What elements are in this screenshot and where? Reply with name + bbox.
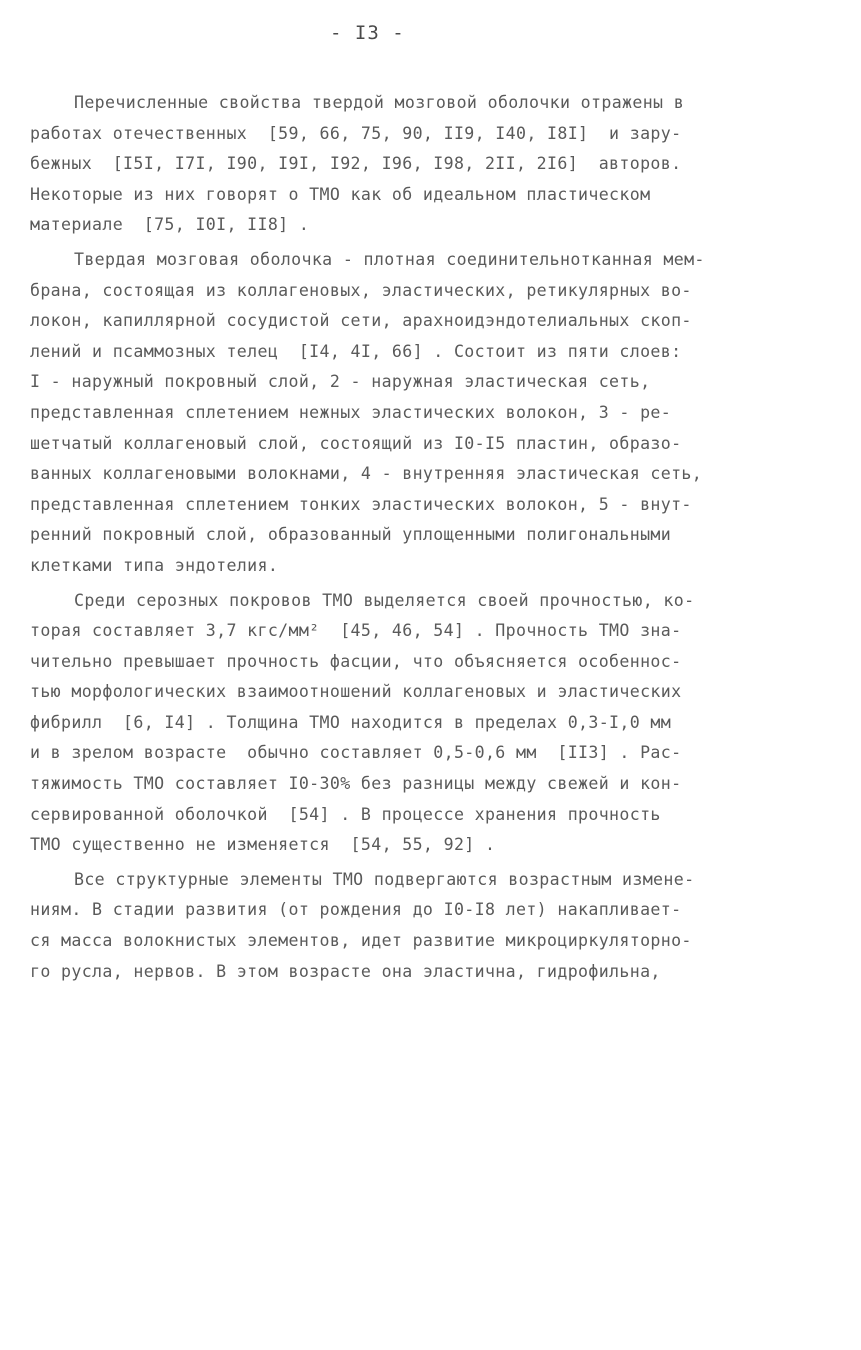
page-number: - I3 -: [330, 22, 405, 44]
text-line: ванных коллагеновыми волокнами, 4 - внутренняя эластическая сеть,: [30, 464, 703, 484]
text-line: Перечисленные свойства твердой мозговой оболочки отражены в: [74, 93, 685, 112]
text-line: локон, капиллярной сосудистой сети, арахноидэндотелиальных скоп-: [30, 311, 692, 331]
text-line: работах отечественных [59, 66, 75, 90, II9, I40, I8I] и зару-: [30, 123, 682, 143]
text-line: торая составляет 3,7 кгс/мм² [45, 46, 54] . Прочность ТМО зна-: [30, 621, 682, 641]
text-line: клетками типа эндотелия.: [30, 555, 279, 575]
text-line: материале [75, I0I, II8] .: [30, 215, 310, 235]
text-line: ТМО существенно не изменяется [54, 55, 92] .: [30, 835, 496, 855]
text-line: тью морфологических взаимоотношений коллагеновых и эластических: [30, 682, 682, 702]
text-line: чительно превышает прочность фасции, что объясняется особеннос-: [30, 651, 682, 671]
text-line: Все структурные элементы ТМО подвергаются возрастным измене-: [74, 869, 695, 889]
text-line: представленная сплетением нежных эластических волокон, 3 - ре-: [30, 402, 672, 422]
text-line: ся масса волокнистых элементов, идет развитие микроциркуляторно-: [30, 931, 692, 951]
text-line: тяжимость ТМО составляет I0-30% без разницы между свежей и кон-: [30, 774, 682, 794]
text-line: го русла, нервов. В этом возрасте она эластична, гидрофильна,: [30, 961, 661, 981]
text-line: лений и псаммозных телец [I4, 4I, 66] . Состоит из пяти слоев:: [30, 341, 682, 361]
text-line: бежных [I5I, I7I, I90, I9I, I92, I96, I98, 2II, 2I6] авторов.: [30, 154, 682, 174]
text-line: Некоторые из них говорят о ТМО как об идеальном пластическом: [30, 184, 651, 204]
text-line: брана, состоящая из коллагеновых, эластических, ретикулярных во-: [30, 280, 692, 300]
text-line: ренний покровный слой, образованный уплощенными полигональными: [30, 525, 672, 545]
text-line: представленная сплетением тонких эластических волокон, 5 - внут-: [30, 494, 692, 514]
text-line: и в зрелом возрасте обычно составляет 0,5-0,6 мм [II3] . Рас-: [30, 743, 682, 763]
body-text: [30, 88, 840, 987]
text-line: Среди серозных покровов ТМО выделяется своей прочностью, ко-: [74, 590, 695, 610]
text-line: шетчатый коллагеновый слой, состоящий из I0-I5 пластин, образо-: [30, 433, 682, 453]
text-line: фибрилл [6, I4] . Толщина ТМО находится в пределах 0,3-I,0 мм: [30, 712, 672, 732]
text-line: сервированной оболочкой [54] . В процессе хранения прочность: [30, 804, 661, 824]
text-line: Твердая мозговая оболочка - плотная соединительнотканная мем-: [74, 249, 705, 269]
text-line: ниям. В стадии развития (от рождения до I0-I8 лет) накапливает-: [30, 900, 682, 920]
text-line: I - наружный покровный слой, 2 - наружная эластическая сеть,: [30, 372, 651, 392]
